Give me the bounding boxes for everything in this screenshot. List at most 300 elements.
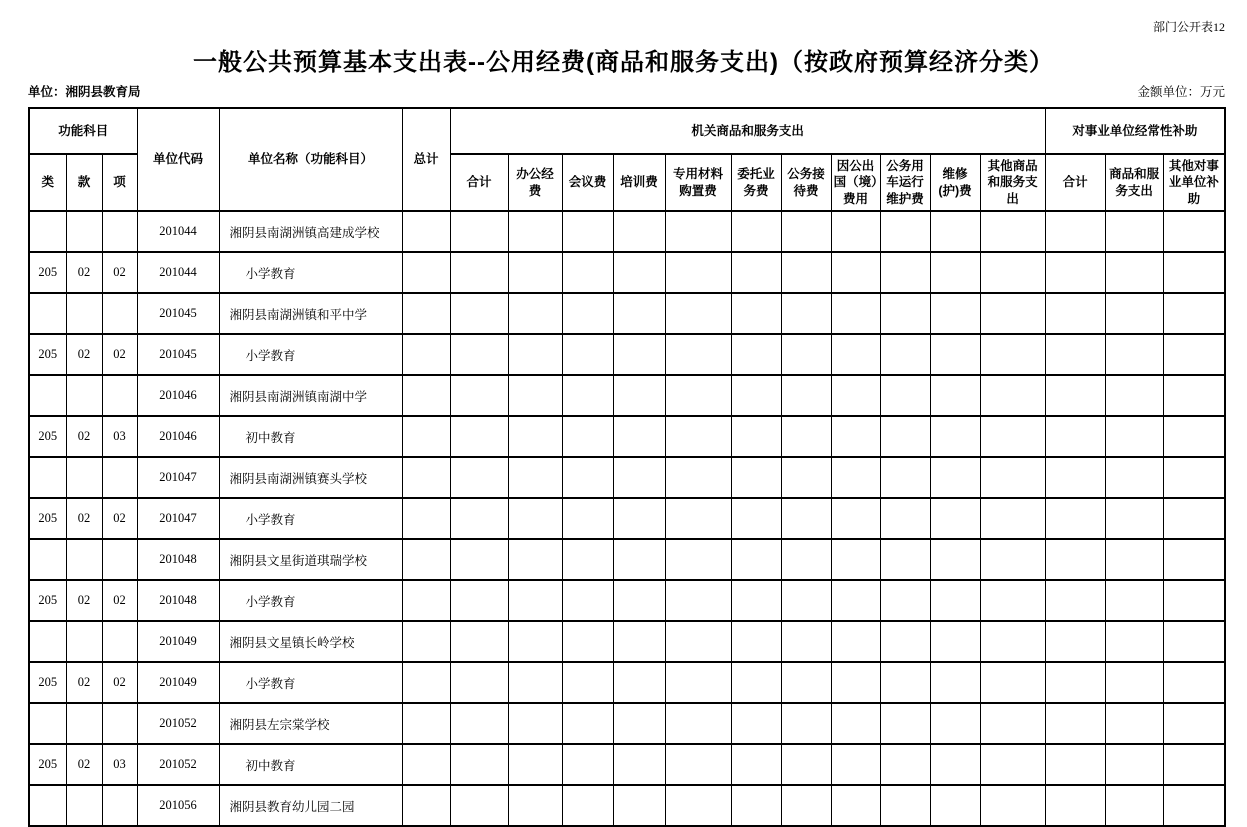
cell-value-empty: [613, 293, 665, 334]
cell-value-empty: [880, 457, 930, 498]
cell-unit-name: 初中教育: [219, 416, 402, 457]
cell-value-empty: [831, 621, 880, 662]
header-subsidy-group: 对事业单位经常性补助: [1045, 108, 1225, 154]
cell-value-empty: [980, 580, 1045, 621]
cell-unit-code: 201044: [137, 252, 219, 293]
cell-value-empty: [613, 334, 665, 375]
cell-value-empty: [402, 375, 450, 416]
cell-value-empty: [665, 744, 731, 785]
cell-value-empty: [665, 416, 731, 457]
header-org-qita: 其他商品和服务支出: [980, 154, 1045, 211]
table-row: [29, 293, 1225, 334]
cell-value-empty: [731, 375, 781, 416]
cell-unit-name: 小学教育: [219, 498, 402, 539]
cell-value-empty: [781, 375, 831, 416]
cell-kuan: [66, 375, 102, 416]
cell-kuan: 02: [66, 580, 102, 621]
cell-value-empty: [450, 580, 508, 621]
cell-value-empty: [1045, 375, 1105, 416]
budget-table: [28, 107, 1226, 827]
cell-value-empty: [665, 252, 731, 293]
header-org-jiedai: 公务接待费: [781, 154, 831, 211]
cell-value-empty: [613, 621, 665, 662]
cell-kuan: 02: [66, 416, 102, 457]
cell-kuan: 02: [66, 252, 102, 293]
cell-value-empty: [1045, 416, 1105, 457]
cell-lei: 205: [29, 662, 66, 703]
cell-kuan: 02: [66, 334, 102, 375]
cell-value-empty: [1045, 785, 1105, 826]
cell-value-empty: [450, 744, 508, 785]
cell-kuan: [66, 293, 102, 334]
cell-value-empty: [1105, 498, 1163, 539]
cell-lei: [29, 621, 66, 662]
table-row: [29, 252, 1225, 293]
header-kuan: 款: [66, 154, 102, 211]
cell-lei: 205: [29, 334, 66, 375]
cell-value-empty: [980, 785, 1045, 826]
cell-value-empty: [450, 334, 508, 375]
cell-unit-code: 201044: [137, 211, 219, 252]
cell-value-empty: [562, 211, 613, 252]
cell-value-empty: [831, 334, 880, 375]
cell-value-empty: [880, 375, 930, 416]
cell-value-empty: [731, 539, 781, 580]
cell-value-empty: [665, 785, 731, 826]
cell-value-empty: [508, 621, 562, 662]
cell-value-empty: [781, 211, 831, 252]
cell-value-empty: [1045, 334, 1105, 375]
cell-value-empty: [1045, 662, 1105, 703]
cell-value-empty: [930, 457, 980, 498]
header-subsidy-qita: 其他对事业单位补助: [1163, 154, 1225, 211]
cell-value-empty: [665, 375, 731, 416]
cell-value-empty: [731, 252, 781, 293]
cell-value-empty: [781, 293, 831, 334]
cell-unit-name: 湘阴县南湖洲镇和平中学: [219, 293, 402, 334]
cell-value-empty: [613, 211, 665, 252]
cell-value-empty: [781, 252, 831, 293]
cell-value-empty: [731, 621, 781, 662]
cell-value-empty: [980, 293, 1045, 334]
cell-xiang: [102, 703, 137, 744]
cell-value-empty: [402, 457, 450, 498]
table-row: [29, 416, 1225, 457]
cell-value-empty: [1163, 211, 1225, 252]
header-org-zhuanyong: 专用材料购置费: [665, 154, 731, 211]
cell-lei: 205: [29, 498, 66, 539]
cell-value-empty: [613, 539, 665, 580]
cell-value-empty: [980, 252, 1045, 293]
cell-value-empty: [731, 293, 781, 334]
cell-value-empty: [665, 293, 731, 334]
cell-value-empty: [731, 744, 781, 785]
cell-value-empty: [1045, 457, 1105, 498]
cell-value-empty: [508, 211, 562, 252]
cell-xiang: [102, 293, 137, 334]
cell-value-empty: [450, 785, 508, 826]
cell-lei: [29, 211, 66, 252]
table-header: [29, 108, 1225, 211]
cell-value-empty: [508, 703, 562, 744]
table-row: [29, 211, 1225, 252]
cell-value-empty: [508, 662, 562, 703]
cell-value-empty: [880, 211, 930, 252]
cell-value-empty: [980, 211, 1045, 252]
cell-value-empty: [450, 457, 508, 498]
cell-value-empty: [402, 744, 450, 785]
cell-value-empty: [562, 416, 613, 457]
cell-value-empty: [402, 334, 450, 375]
cell-value-empty: [665, 662, 731, 703]
cell-value-empty: [402, 252, 450, 293]
table-row: [29, 744, 1225, 785]
cell-value-empty: [930, 252, 980, 293]
cell-value-empty: [508, 334, 562, 375]
cell-value-empty: [562, 498, 613, 539]
cell-value-empty: [1105, 744, 1163, 785]
cell-value-empty: [613, 580, 665, 621]
cell-value-empty: [1105, 211, 1163, 252]
cell-value-empty: [1045, 252, 1105, 293]
cell-value-empty: [402, 211, 450, 252]
cell-value-empty: [731, 785, 781, 826]
cell-lei: [29, 457, 66, 498]
cell-value-empty: [402, 703, 450, 744]
cell-value-empty: [450, 621, 508, 662]
cell-value-empty: [613, 252, 665, 293]
cell-value-empty: [613, 498, 665, 539]
cell-value-empty: [930, 375, 980, 416]
cell-value-empty: [880, 498, 930, 539]
cell-value-empty: [831, 416, 880, 457]
cell-value-empty: [665, 457, 731, 498]
cell-value-empty: [1105, 416, 1163, 457]
cell-value-empty: [508, 539, 562, 580]
cell-value-empty: [930, 293, 980, 334]
cell-value-empty: [781, 703, 831, 744]
cell-xiang: [102, 621, 137, 662]
cell-kuan: [66, 703, 102, 744]
cell-value-empty: [1105, 334, 1163, 375]
cell-lei: [29, 539, 66, 580]
cell-value-empty: [613, 375, 665, 416]
cell-value-empty: [1045, 539, 1105, 580]
meta-row: [28, 82, 1225, 100]
cell-value-empty: [450, 252, 508, 293]
cell-value-empty: [930, 211, 980, 252]
cell-unit-name: 湘阴县文星镇长岭学校: [219, 621, 402, 662]
cell-value-empty: [831, 252, 880, 293]
cell-value-empty: [1163, 293, 1225, 334]
cell-value-empty: [613, 662, 665, 703]
cell-value-empty: [1163, 416, 1225, 457]
cell-value-empty: [1163, 621, 1225, 662]
cell-value-empty: [980, 416, 1045, 457]
cell-lei: 205: [29, 580, 66, 621]
cell-value-empty: [1105, 252, 1163, 293]
cell-value-empty: [562, 375, 613, 416]
cell-value-empty: [930, 334, 980, 375]
cell-value-empty: [1105, 293, 1163, 334]
cell-unit-code: 201056: [137, 785, 219, 826]
cell-value-empty: [562, 334, 613, 375]
cell-kuan: [66, 621, 102, 662]
table-row: [29, 539, 1225, 580]
table-row: [29, 662, 1225, 703]
cell-value-empty: [781, 416, 831, 457]
cell-value-empty: [731, 334, 781, 375]
cell-value-empty: [613, 703, 665, 744]
cell-value-empty: [880, 662, 930, 703]
cell-value-empty: [781, 744, 831, 785]
cell-value-empty: [781, 580, 831, 621]
cell-value-empty: [831, 703, 880, 744]
cell-value-empty: [1105, 662, 1163, 703]
cell-unit-code: 201047: [137, 498, 219, 539]
cell-value-empty: [880, 785, 930, 826]
cell-value-empty: [665, 580, 731, 621]
cell-xiang: 02: [102, 252, 137, 293]
cell-value-empty: [1105, 375, 1163, 416]
cell-unit-code: 201048: [137, 580, 219, 621]
cell-value-empty: [508, 293, 562, 334]
cell-value-empty: [1045, 211, 1105, 252]
cell-unit-name: 湘阴县南湖洲镇高建成学校: [219, 211, 402, 252]
cell-unit-name: 小学教育: [219, 580, 402, 621]
cell-value-empty: [831, 375, 880, 416]
cell-xiang: 02: [102, 580, 137, 621]
cell-value-empty: [1105, 539, 1163, 580]
cell-value-empty: [1163, 785, 1225, 826]
cell-unit-name: 湘阴县文星街道琪瑞学校: [219, 539, 402, 580]
cell-value-empty: [613, 457, 665, 498]
cell-value-empty: [562, 457, 613, 498]
table-row: [29, 580, 1225, 621]
cell-unit-name: 湘阴县左宗棠学校: [219, 703, 402, 744]
cell-xiang: [102, 375, 137, 416]
header-unit-name: 单位名称（功能科目）: [219, 108, 402, 211]
cell-unit-name: 湘阴县教育幼儿园二园: [219, 785, 402, 826]
cell-value-empty: [402, 580, 450, 621]
cell-value-empty: [450, 293, 508, 334]
cell-value-empty: [1163, 457, 1225, 498]
cell-value-empty: [731, 662, 781, 703]
cell-unit-code: 201048: [137, 539, 219, 580]
cell-lei: [29, 293, 66, 334]
cell-value-empty: [450, 498, 508, 539]
cell-value-empty: [562, 621, 613, 662]
cell-unit-name: 湘阴县南湖洲镇赛头学校: [219, 457, 402, 498]
cell-value-empty: [831, 293, 880, 334]
header-total: 总计: [402, 108, 450, 211]
cell-value-empty: [1163, 744, 1225, 785]
cell-value-empty: [562, 744, 613, 785]
cell-value-empty: [930, 621, 980, 662]
cell-value-empty: [562, 539, 613, 580]
cell-value-empty: [508, 252, 562, 293]
cell-unit-code: 201046: [137, 416, 219, 457]
header-lei: 类: [29, 154, 66, 211]
cell-value-empty: [731, 416, 781, 457]
cell-xiang: 02: [102, 334, 137, 375]
cell-xiang: [102, 539, 137, 580]
cell-unit-code: 201052: [137, 703, 219, 744]
cell-unit-code: 201049: [137, 621, 219, 662]
cell-value-empty: [781, 498, 831, 539]
cell-value-empty: [831, 457, 880, 498]
cell-value-empty: [562, 662, 613, 703]
cell-value-empty: [1105, 457, 1163, 498]
cell-value-empty: [781, 334, 831, 375]
cell-kuan: 02: [66, 498, 102, 539]
cell-value-empty: [665, 498, 731, 539]
header-org-yongche: 公务用车运行维护费: [880, 154, 930, 211]
cell-xiang: 03: [102, 416, 137, 457]
table-row: [29, 498, 1225, 539]
cell-lei: [29, 703, 66, 744]
cell-value-empty: [613, 416, 665, 457]
cell-lei: 205: [29, 252, 66, 293]
cell-xiang: [102, 211, 137, 252]
cell-lei: [29, 785, 66, 826]
cell-value-empty: [613, 785, 665, 826]
cell-value-empty: [1163, 703, 1225, 744]
cell-value-empty: [930, 785, 980, 826]
cell-value-empty: [731, 211, 781, 252]
cell-unit-code: 201049: [137, 662, 219, 703]
cell-value-empty: [508, 416, 562, 457]
table-body: [29, 211, 1225, 826]
cell-lei: 205: [29, 744, 66, 785]
cell-value-empty: [562, 785, 613, 826]
cell-value-empty: [930, 744, 980, 785]
cell-value-empty: [613, 744, 665, 785]
table-row: [29, 334, 1225, 375]
cell-value-empty: [880, 334, 930, 375]
cell-value-empty: [562, 703, 613, 744]
cell-value-empty: [880, 744, 930, 785]
cell-value-empty: [980, 662, 1045, 703]
header-unit-code: 单位代码: [137, 108, 219, 211]
cell-value-empty: [508, 498, 562, 539]
header-xiang: 项: [102, 154, 137, 211]
header-subsidy-heji: 合计: [1045, 154, 1105, 211]
cell-value-empty: [831, 211, 880, 252]
cell-value-empty: [880, 293, 930, 334]
cell-value-empty: [665, 211, 731, 252]
cell-unit-code: 201045: [137, 334, 219, 375]
cell-value-empty: [562, 252, 613, 293]
header-org-weituo: 委托业务费: [731, 154, 781, 211]
cell-kuan: [66, 539, 102, 580]
table-row: [29, 785, 1225, 826]
cell-value-empty: [1045, 621, 1105, 662]
cell-unit-name: 小学教育: [219, 252, 402, 293]
cell-value-empty: [880, 416, 930, 457]
cell-value-empty: [731, 498, 781, 539]
cell-unit-name: 小学教育: [219, 662, 402, 703]
cell-value-empty: [562, 580, 613, 621]
cell-value-empty: [508, 785, 562, 826]
cell-value-empty: [930, 498, 980, 539]
cell-value-empty: [980, 375, 1045, 416]
header-org-huiyi: 会议费: [562, 154, 613, 211]
cell-value-empty: [930, 416, 980, 457]
cell-unit-code: 201046: [137, 375, 219, 416]
header-org-chuguo: 因公出国（境）费用: [831, 154, 880, 211]
cell-xiang: [102, 457, 137, 498]
cell-value-empty: [831, 785, 880, 826]
cell-value-empty: [1045, 498, 1105, 539]
cell-value-empty: [402, 662, 450, 703]
cell-value-empty: [665, 539, 731, 580]
cell-value-empty: [1105, 621, 1163, 662]
cell-value-empty: [880, 539, 930, 580]
cell-kuan: [66, 211, 102, 252]
cell-value-empty: [980, 744, 1045, 785]
cell-value-empty: [980, 621, 1045, 662]
cell-value-empty: [880, 252, 930, 293]
header-org-group: 机关商品和服务支出: [450, 108, 1045, 154]
cell-value-empty: [508, 375, 562, 416]
table-row: [29, 703, 1225, 744]
cell-value-empty: [665, 334, 731, 375]
cell-value-empty: [1045, 703, 1105, 744]
cell-lei: 205: [29, 416, 66, 457]
cell-unit-name: 初中教育: [219, 744, 402, 785]
cell-value-empty: [450, 416, 508, 457]
cell-value-empty: [980, 457, 1045, 498]
cell-unit-code: 201052: [137, 744, 219, 785]
cell-unit-name: 湘阴县南湖洲镇南湖中学: [219, 375, 402, 416]
cell-value-empty: [980, 334, 1045, 375]
cell-xiang: 02: [102, 498, 137, 539]
cell-value-empty: [930, 703, 980, 744]
header-org-heji: 合计: [450, 154, 508, 211]
cell-value-empty: [402, 498, 450, 539]
cell-xiang: 03: [102, 744, 137, 785]
cell-value-empty: [781, 621, 831, 662]
cell-value-empty: [980, 703, 1045, 744]
cell-kuan: [66, 785, 102, 826]
cell-value-empty: [731, 457, 781, 498]
cell-value-empty: [1045, 293, 1105, 334]
cell-value-empty: [781, 785, 831, 826]
cell-value-empty: [1163, 334, 1225, 375]
cell-value-empty: [831, 498, 880, 539]
cell-value-empty: [781, 457, 831, 498]
cell-value-empty: [450, 703, 508, 744]
cell-value-empty: [508, 744, 562, 785]
cell-kuan: [66, 457, 102, 498]
cell-value-empty: [831, 662, 880, 703]
header-org-peixun: 培训费: [613, 154, 665, 211]
cell-value-empty: [731, 580, 781, 621]
cell-value-empty: [781, 539, 831, 580]
cell-value-empty: [450, 211, 508, 252]
table-row: [29, 621, 1225, 662]
cell-value-empty: [831, 580, 880, 621]
cell-value-empty: [1105, 580, 1163, 621]
cell-value-empty: [508, 580, 562, 621]
cell-value-empty: [665, 621, 731, 662]
table-row: [29, 457, 1225, 498]
cell-unit-code: 201047: [137, 457, 219, 498]
cell-value-empty: [1045, 580, 1105, 621]
cell-value-empty: [1163, 375, 1225, 416]
header-org-bangong: 办公经费: [508, 154, 562, 211]
